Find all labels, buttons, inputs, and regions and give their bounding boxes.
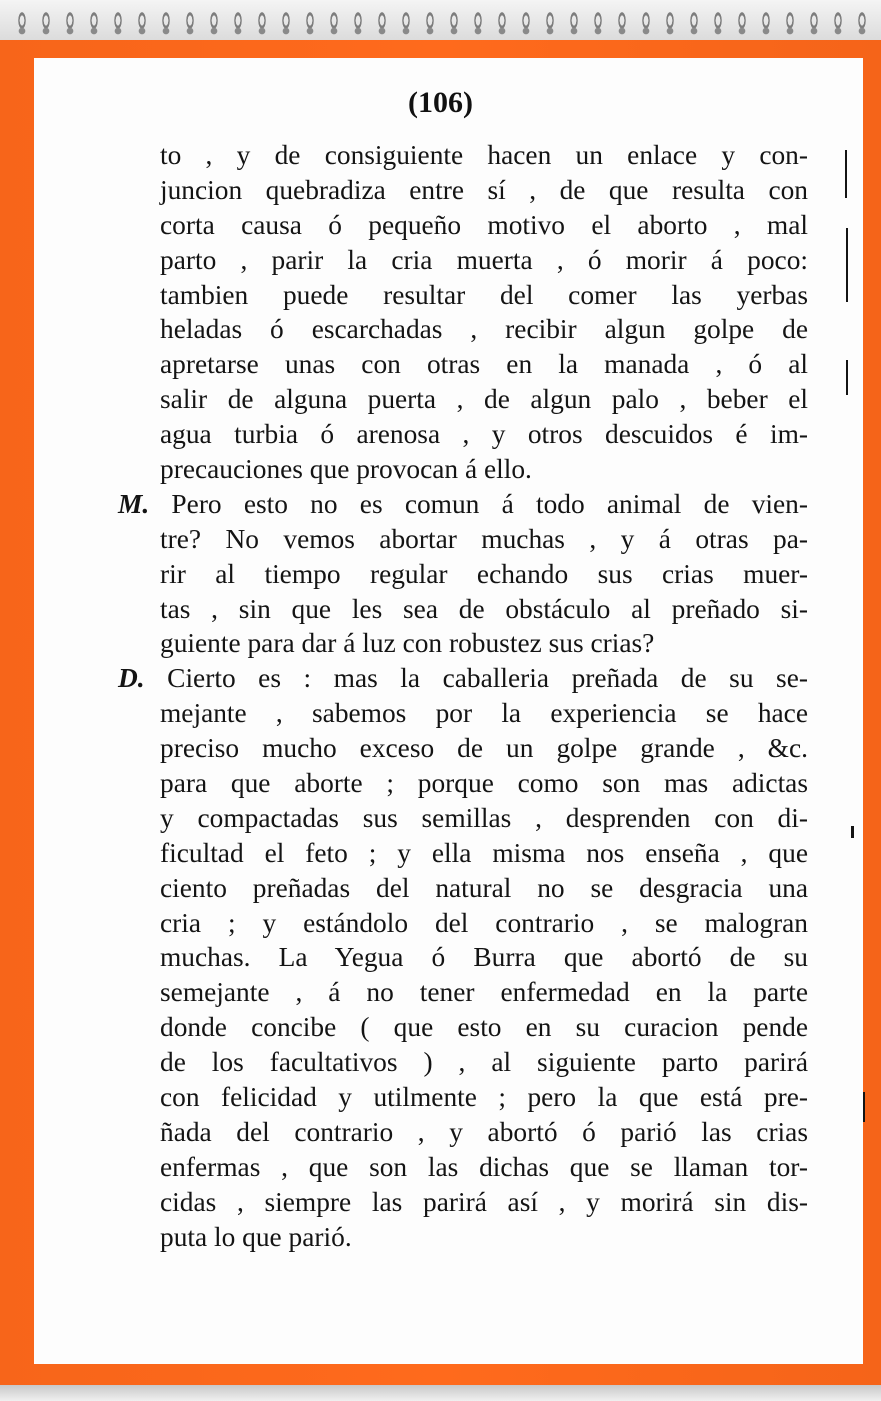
paragraph (118, 138, 808, 487)
line-text: rir al tiempo regular echando sus crias muer- (160, 558, 808, 589)
speaker-label: M. (118, 488, 150, 519)
text-line (118, 557, 808, 592)
line-text: muchas. La Yegua ó Burra que abortó de su (160, 942, 808, 973)
text-line (118, 696, 808, 731)
text-line (118, 173, 808, 208)
margin-rule-top (845, 150, 847, 198)
line-text: para que aborte ; porque como son mas adictas (160, 768, 808, 799)
margin-rule-middle (846, 228, 848, 302)
text-line (118, 592, 808, 627)
line-text: enfermas , que son las dichas que se llaman tor- (160, 1151, 808, 1182)
text-line (118, 487, 808, 522)
text-line (118, 1185, 808, 1220)
text-line (118, 1150, 808, 1185)
line-text: heladas ó escarchadas , recibir algun golpe de (160, 314, 808, 345)
line-text: y compactadas sus semillas , desprenden con di- (160, 802, 808, 833)
page-text (118, 138, 808, 1255)
line-text: guiente para dar á luz con robustez sus crias? (160, 628, 655, 659)
text-line (118, 1010, 808, 1045)
text-line (118, 731, 808, 766)
line-text: cria ; y estándolo del contrario , se malogran (160, 907, 808, 938)
text-line (118, 661, 808, 696)
paragraph (118, 487, 808, 661)
text-line (118, 975, 808, 1010)
text-line (118, 1080, 808, 1115)
text-line (118, 417, 808, 452)
line-text: mejante , sabemos por la experiencia se hace (160, 698, 808, 729)
text-line (118, 940, 808, 975)
text-line (118, 801, 808, 836)
line-text: de los facultativos ) , al siguiente parto parirá (160, 1047, 808, 1078)
line-text: preciso mucho exceso de un golpe grande , &c. (160, 733, 808, 764)
margin-mark (851, 826, 854, 838)
text-line (118, 1220, 808, 1255)
text-line (118, 382, 808, 417)
frame-bottom-shadow (0, 1385, 881, 1401)
text-line (118, 836, 808, 871)
line-text: to , y de consiguiente hacen un enlace y con- (160, 140, 808, 170)
text-line (118, 1045, 808, 1080)
text-line (118, 766, 808, 801)
line-text: juncion quebradiza entre sí , de que resulta con (160, 174, 808, 205)
binder-ring-strip (0, 0, 881, 40)
text-line (118, 278, 808, 313)
text-line (118, 871, 808, 906)
line-text: tas , sin que les sea de obstáculo al preñado si- (160, 593, 808, 624)
margin-rule-bottom (863, 1092, 865, 1122)
line-text: precauciones que provocan á ello. (160, 454, 532, 485)
text-line (118, 1115, 808, 1150)
text-line (118, 347, 808, 382)
text-line (118, 208, 808, 243)
text-line (118, 243, 808, 278)
line-text: salir de alguna puerta , de algun palo , beber el (160, 384, 808, 415)
line-text: puta lo que parió. (160, 1221, 352, 1252)
line-text: ñada del contrario , y abortó ó parió las crias (160, 1116, 808, 1147)
speaker-label: D. (118, 663, 145, 694)
line-text: apretarse unas con otras en la manada , ó al (160, 349, 808, 380)
text-line (118, 906, 808, 941)
line-text: Cierto es : mas la caballeria preñada de su se- (167, 663, 808, 694)
line-text: ciento preñadas del natural no se desgracia una (160, 872, 808, 903)
line-text: semejante , á no tener enfermedad en la parte (160, 977, 808, 1008)
line-text: tambien puede resultar del comer las yerbas (160, 279, 808, 310)
line-text: corta causa ó pequeño motivo el aborto , mal (160, 209, 808, 240)
binder-rings-icon (10, 10, 880, 40)
line-text: ficultad el feto ; y ella misma nos enseña , que (160, 837, 808, 868)
line-text: parto , parir la cria muerta , ó morir á poco: (160, 244, 808, 275)
line-text: donde concibe ( que esto en su curacion pende (160, 1012, 808, 1043)
line-text: cidas , siempre las parirá así , y morirá sin dis- (160, 1186, 808, 1217)
line-text: tre? No vemos abortar muchas , y á otras pa- (160, 523, 808, 554)
text-line (118, 626, 808, 661)
text-line (118, 312, 808, 347)
line-text: agua turbia ó arenosa , y otros descuidos é im- (160, 419, 808, 450)
paragraph (118, 661, 808, 1254)
text-line (118, 452, 808, 487)
margin-rule-lower (846, 360, 848, 395)
line-text: con felicidad y utilmente ; pero la que está pre- (160, 1082, 808, 1113)
text-line (118, 522, 808, 557)
page-number: (106) (408, 86, 473, 119)
text-line (118, 138, 808, 173)
line-text: Pero esto no es comun á todo animal de vien- (171, 488, 808, 519)
